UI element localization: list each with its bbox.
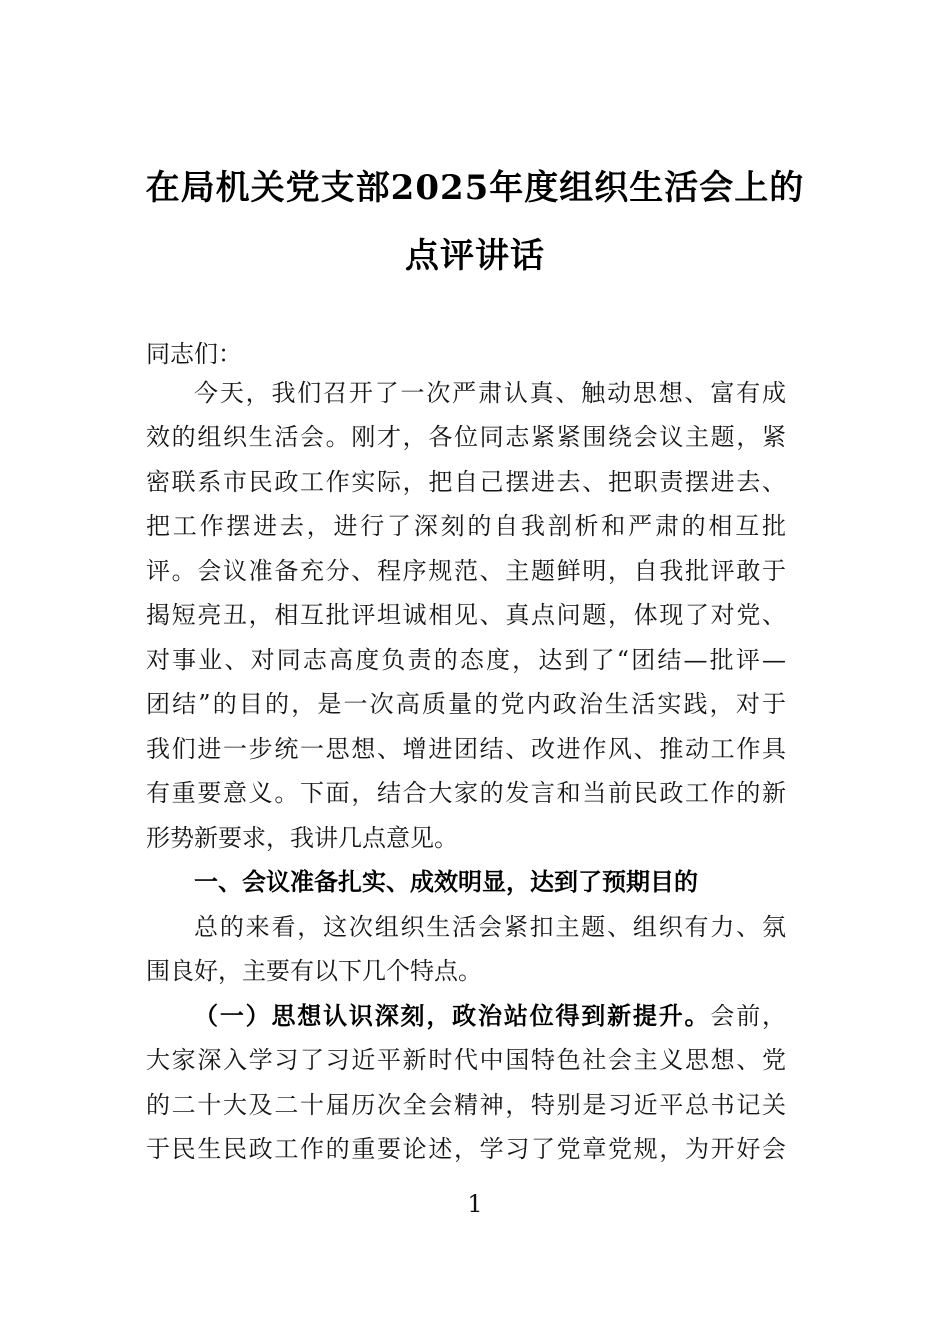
- intro-line: 有重要意义。下面，结合大家的发言和当前民政工作的新: [146, 779, 786, 807]
- section-one-heading: 一、会议准备扎实、成效明显，达到了预期目的: [194, 867, 698, 896]
- intro-line: 密联系市民政工作实际，把自己摆进去、把职责摆进去、: [146, 468, 786, 496]
- intro-line: 对事业、对同志高度负责的态度，达到了“团结—批评—: [146, 646, 786, 674]
- intro-line: 评。会议准备充分、程序规范、主题鲜明，自我批评敢于: [146, 557, 786, 585]
- intro-line: 今天，我们召开了一次严肃认真、触动思想、富有成: [194, 379, 786, 407]
- document-title-line-1: 在局机关党支部2025年度组织生活会上的: [145, 168, 805, 208]
- subsection-one-line: 的二十大及二十届历次全会精神，特别是习近平总书记关: [146, 1091, 786, 1119]
- intro-line: 我们进一步统一思想、增进团结、改进作风、推动工作具: [146, 735, 786, 763]
- subsection-one-line: 大家深入学习了习近平新时代中国特色社会主义思想、党: [146, 1046, 786, 1074]
- intro-line: 揭短亮丑，相互批评坦诚相见、真点问题，体现了对党、: [146, 601, 786, 629]
- intro-line: 把工作摆进去，进行了深刻的自我剖析和严肃的相互批: [146, 512, 786, 540]
- document-title-line-2: 点评讲话: [405, 236, 545, 276]
- intro-line: 效的组织生活会。刚才，各位同志紧紧围绕会议主题，紧: [146, 423, 786, 451]
- intro-line: 团结”的目的，是一次高质量的党内政治生活实践，对于: [146, 690, 786, 718]
- subsection-one-line: 于民生民政工作的重要论述，学习了党章党规，为开好会: [146, 1135, 786, 1163]
- salutation: 同志们：: [146, 340, 242, 368]
- subsection-one-heading: （一）思想认识深刻，政治站位得到新提升。: [194, 1001, 711, 1030]
- subsection-one-text: 会前，: [710, 1002, 787, 1030]
- section-one-line: 总的来看，这次组织生活会紧扣主题、组织有力、氛: [194, 913, 786, 941]
- subsection-one-first-line: [194, 998, 786, 1034]
- intro-line: 形势新要求，我讲几点意见。: [146, 824, 458, 852]
- page-number: 1: [467, 1190, 483, 1218]
- section-one-line: 围良好，主要有以下几个特点。: [146, 957, 482, 985]
